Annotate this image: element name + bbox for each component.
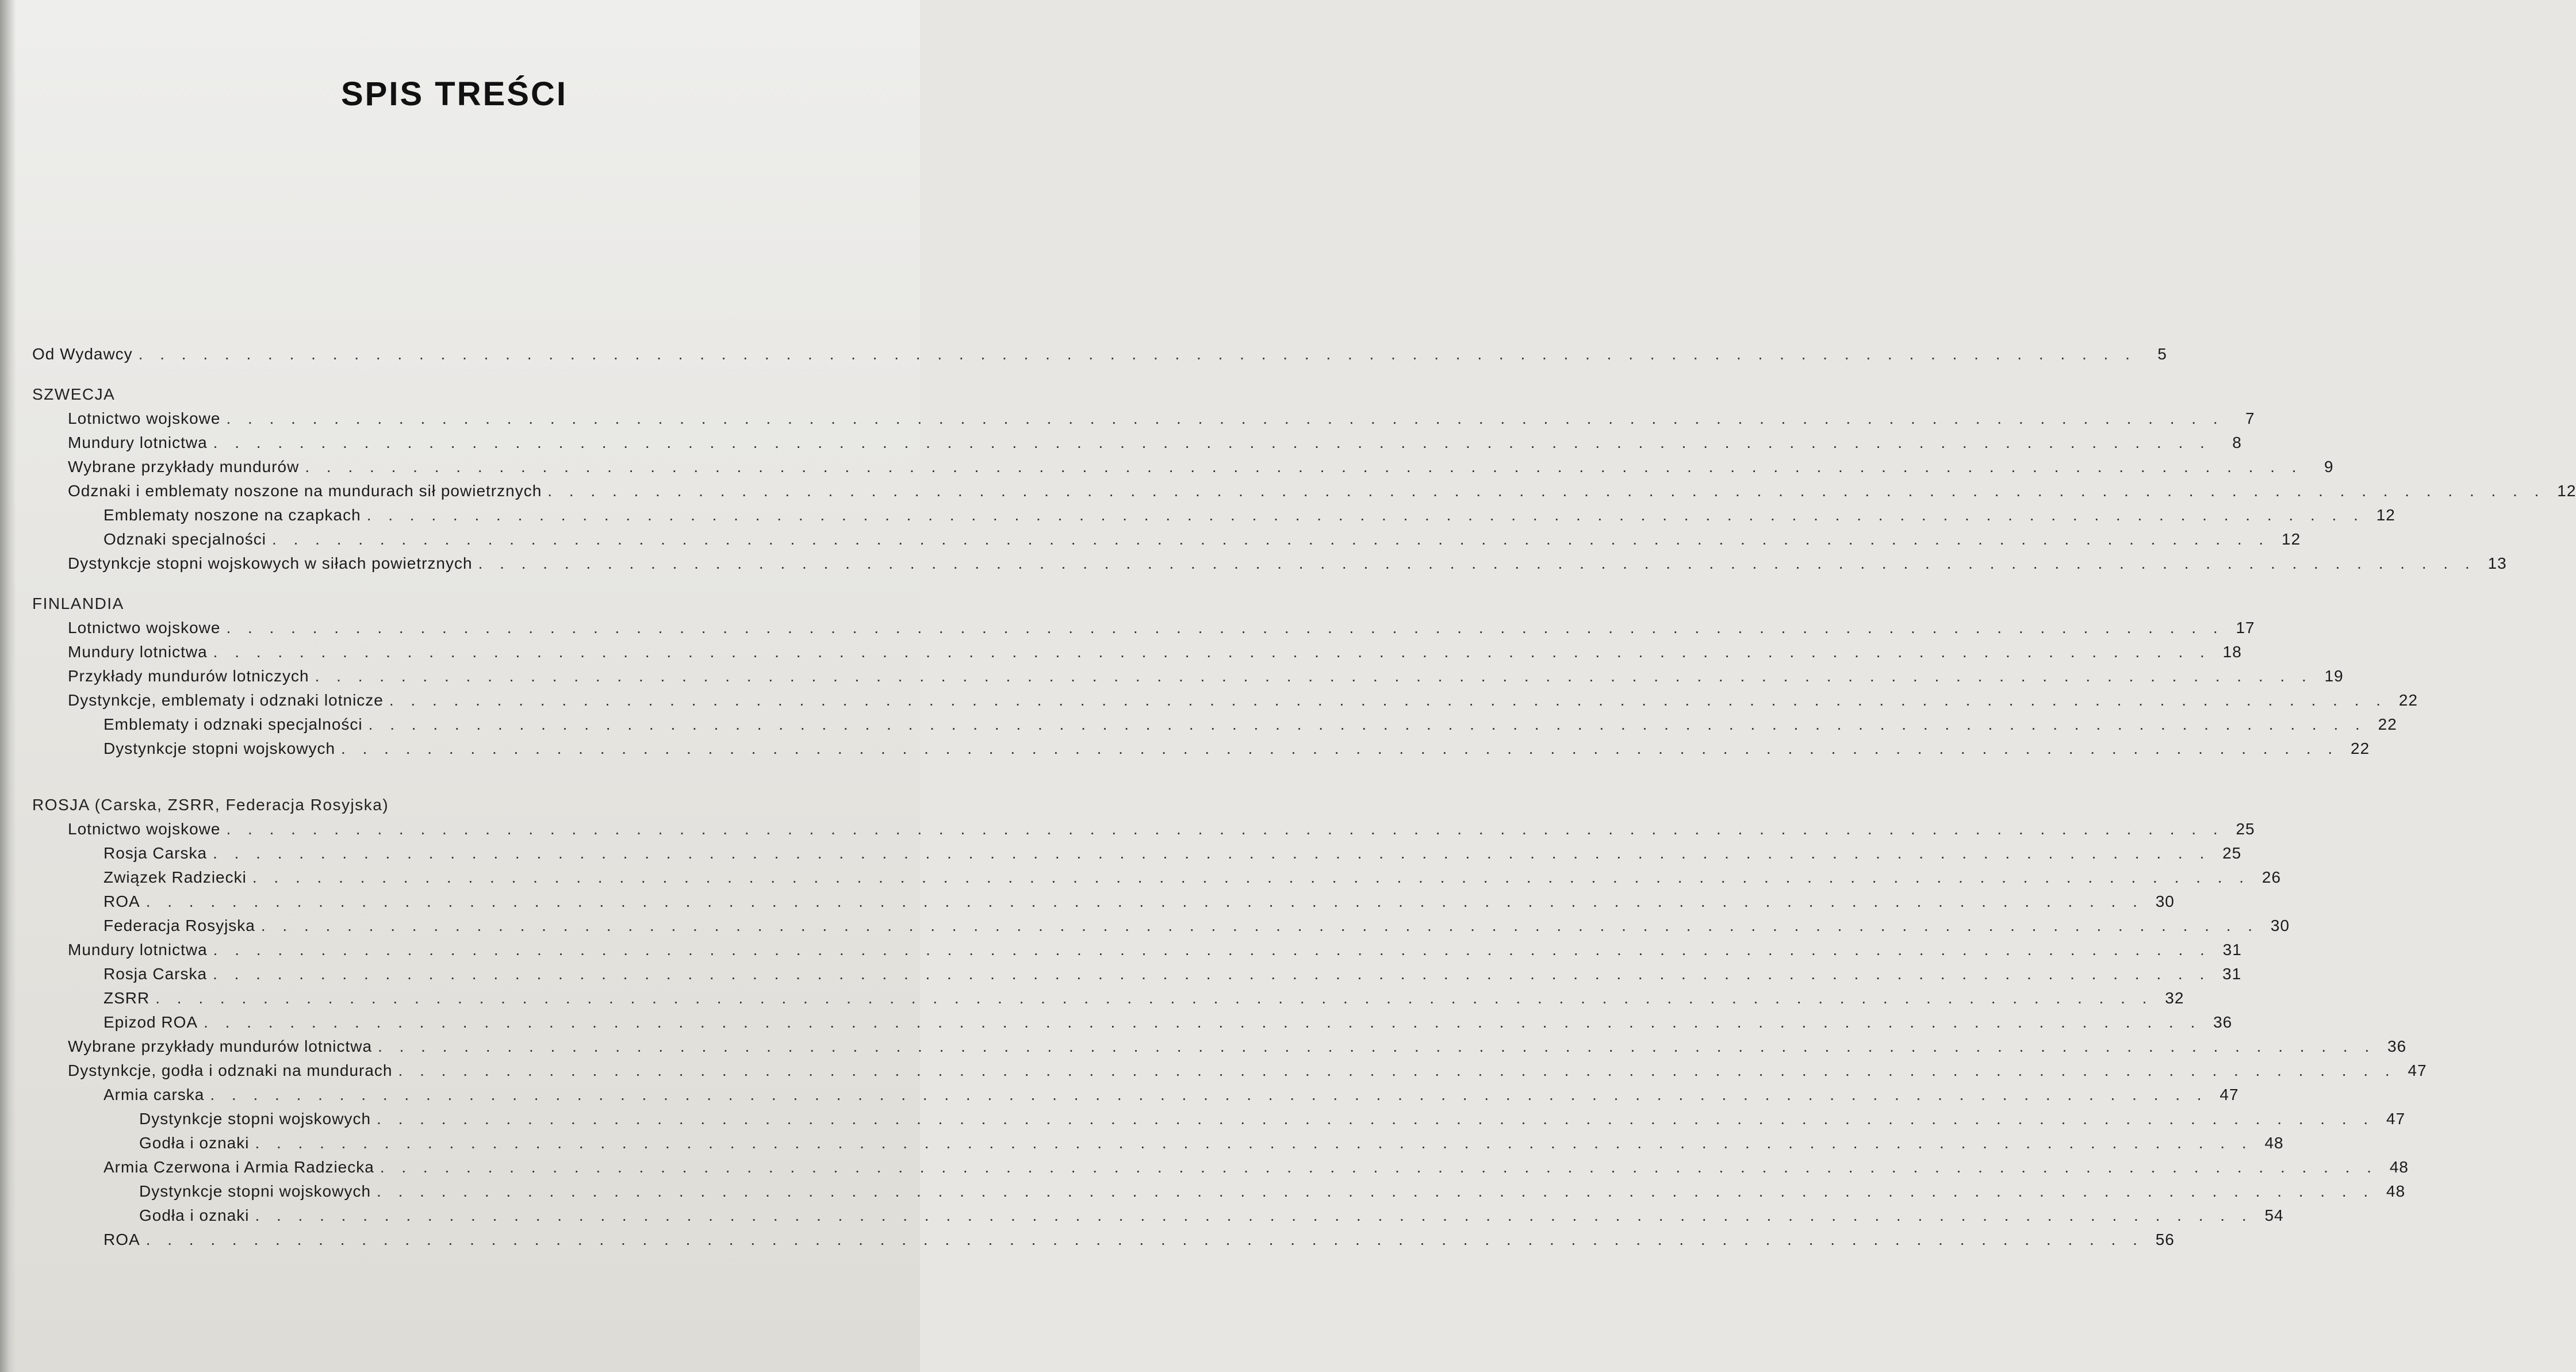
toc-entry-label: Dystynkcje, godła i odznaki na mundurach [68,1061,393,1079]
leader-dots: . . . . . . . . . . . . . . . . . . . . . . . . . . . . . . . . . . . . . . . . . . . . . . . . . . . . . . . . . . . . . . . . . . . . . . . . . . . . . . . . . . . . . . . . . . . . . [226,619,2224,637]
toc-entry-page: 56 [2155,1231,2175,1248]
leader-dots: . . . . . . . . . . . . . . . . . . . . . . . . . . . . . . . . . . . . . . . . . . . . . . . . . . . . . . . . . . . . . . . . . . . . . . . . . . . . . . . . . . . . . . . . . . . . . [547,482,2546,500]
toc-entry-label: Dystynkcje stopni wojskowych w siłach powietrznych [68,554,473,572]
toc-entry-label: Armia carska [103,1086,205,1103]
toc-entry-label: Związek Radziecki [103,868,247,886]
toc-entry-page: 17 [2236,619,2255,637]
toc-entry-label: Mundury lotnictwa [68,643,208,661]
toc-entry-page: 47 [2408,1061,2427,1079]
toc-entry-label: Lotnictwo wojskowe [68,409,221,427]
toc-entry-label: Federacja Rosyjska [103,917,255,934]
toc-entry [32,739,2370,764]
toc-entry-page: 25 [2236,820,2255,838]
leader-dots: . . . . . . . . . . . . . . . . . . . . . . . . . . . . . . . . . . . . . . . . . . . . . . . . . . . . . . . . . . . . . . . . . . . . . . . . . . . . . . . . . . . . . . . . . . . . . [213,643,2211,661]
toc-entry-label: Godła i oznaki [139,1134,250,1152]
toc-entry-page: 22 [2351,739,2370,757]
toc-entry [32,868,2282,892]
toc-entry-page: 12 [2557,482,2576,500]
leader-dots: . . . . . . . . . . . . . . . . . . . . . . . . . . . . . . . . . . . . . . . . . . . . . . . . . . . . . . . . . . . . . . . . . . . . . . . . . . . . . . . . . . . . . . . . . . . . . [478,554,2476,572]
toc-entry-label: Od Wydawcy [32,345,133,363]
toc-entry-label: Mundury lotnictwa [68,941,208,959]
leader-dots: . . . . . . . . . . . . . . . . . . . . . . . . . . . . . . . . . . . . . . . . . . . . . . . . . . . . . . . . . . . . . . . . . . . . . . . . . . . . . . . . . . . . . . . . . . . . . [260,917,2259,934]
toc-entry-page: 7 [2245,409,2255,427]
toc-entry [32,1206,2284,1231]
toc-entry-page: 19 [2324,667,2344,685]
section-heading-sweden: SZWECJA [32,385,116,403]
leader-dots: . . . . . . . . . . . . . . . . . . . . . . . . . . . . . . . . . . . . . . . . . . . . . . . . . . . . . . . . . . . . . . . . . . . . . . . . . . . . . . . . . . . . . . . . . . . . . [255,1134,2253,1152]
toc-entry-label: Dystynkcje stopni wojskowych [139,1182,371,1200]
toc-entry-page: 54 [2264,1206,2284,1224]
toc-entry [32,1013,2233,1037]
leader-dots: . . . . . . . . . . . . . . . . . . . . . . . . . . . . . . . . . . . . . . . . . . . . . . . . . . . . . . . . . . . . . . . . . . . . . . . . . . . . . . . . . . . . . . . . . . . . . [210,1086,2208,1103]
leader-dots: . . . . . . . . . . . . . . . . . . . . . . . . . . . . . . . . . . . . . . . . . . . . . . . . . . . . . . . . . . . . . . . . . . . . . . . . . . . . . . . . . . . . . . . . . . . . . [145,892,2144,910]
leader-dots: . . . . . . . . . . . . . . . . . . . . . . . . . . . . . . . . . . . . . . . . . . . . . . . . . . . . . . . . . . . . . . . . . . . . . . . . . . . . . . . . . . . . . . . . . . . . . [213,965,2211,983]
toc-entry-label: Epizod ROA [103,1013,198,1031]
toc-entry-page: 47 [2386,1110,2406,1128]
toc-entry [32,715,2397,739]
toc-entry-page: 25 [2222,844,2242,862]
toc-entry [32,530,2301,554]
toc-entry [32,458,2334,482]
toc-entry-label: Odznaki i emblematy noszone na mundurach sił powietrznych [68,482,542,500]
toc-entry-page: 22 [2398,691,2418,709]
toc-entry [32,643,2242,667]
toc-entry-page: 30 [2155,892,2175,910]
toc-entry [32,1231,2175,1255]
toc-entry-label: Rosja Carska [103,844,208,862]
toc-entry-label: Dystynkcje stopni wojskowych [139,1110,371,1128]
leader-dots: . . . . . . . . . . . . . . . . . . . . . . . . . . . . . . . . . . . . . . . . . . . . . . . . . . . . . . . . . . . . . . . . . . . . . . . . . . . . . . . . . . . . . . . . . . . . . [226,409,2224,427]
toc-entry-page: 18 [2222,643,2242,661]
toc-entry [32,554,2507,578]
leader-dots: . . . . . . . . . . . . . . . . . . . . . . . . . . . . . . . . . . . . . . . . . . . . . . . . . . . . . . . . . . . . . . . . . . . . . . . . . . . . . . . . . . . . . . . . . . . . . [315,667,2313,685]
toc-entry-page: 48 [2389,1158,2409,1176]
leader-dots: . . . . . . . . . . . . . . . . . . . . . . . . . . . . . . . . . . . . . . . . . . . . . . . . . . . . . . . . . . . . . . . . . . . . . . . . . . . . . . . . . . . . . . . . . . . . . [341,739,2339,757]
leader-dots: . . . . . . . . . . . . . . . . . . . . . . . . . . . . . . . . . . . . . . . . . . . . . . . . . . . . . . . . . . . . . . . . . . . . . . . . . . . . . . . . . . . . . . . . . . . . . [204,1013,2202,1031]
toc-entry-label: Rosja Carska [103,965,208,983]
toc-entry [32,941,2242,965]
toc-entry-page: 36 [2213,1013,2233,1031]
toc-entry-label: Godła i oznaki [139,1206,250,1224]
toc-entry-label: Emblematy i odznaki specjalności [103,715,363,733]
leader-dots: . . . . . . . . . . . . . . . . . . . . . . . . . . . . . . . . . . . . . . . . . . . . . . . . . . . . . . . . . . . . . . . . . . . . . . . . . . . . . . . . . . . . . . . . . . . . . [213,844,2211,862]
toc-entry [32,820,2255,844]
leader-dots: . . . . . . . . . . . . . . . . . . . . . . . . . . . . . . . . . . . . . . . . . . . . . . . . . . . . . . . . . . . . . . . . . . . . . . . . . . . . . . . . . . . . . . . . . . . . . [145,1231,2144,1248]
page-title: SPIS TREŚCI [341,75,568,113]
leader-dots: . . . . . . . . . . . . . . . . . . . . . . . . . . . . . . . . . . . . . . . . . . . . . . . . . . . . . . . . . . . . . . . . . . . . . . . . . . . . . . . . . . . . . . . . . . . . . [155,989,2153,1007]
toc-entry-page: 31 [2222,965,2242,983]
toc-entry [32,989,2184,1013]
toc-entry [32,1182,2406,1206]
toc-entry-label: Emblematy noszone na czapkach [103,506,361,524]
toc-entry-page: 48 [2264,1134,2284,1152]
toc-entry [32,482,2576,506]
toc-entry-label: Dystynkcje, emblematy i odznaki lotnicze [68,691,384,709]
toc-entry [32,1110,2406,1134]
leader-dots: . . . . . . . . . . . . . . . . . . . . . . . . . . . . . . . . . . . . . . . . . . . . . . . . . . . . . . . . . . . . . . . . . . . . . . . . . . . . . . . . . . . . . . . . . . . . . [389,691,2387,709]
toc-entry-page: 5 [2157,345,2167,363]
leader-dots: . . . . . . . . . . . . . . . . . . . . . . . . . . . . . . . . . . . . . . . . . . . . . . . . . . . . . . . . . . . . . . . . . . . . . . . . . . . . . . . . . . . . . . . . . . . . . [398,1061,2396,1079]
toc-entry [32,409,2255,434]
leader-dots: . . . . . . . . . . . . . . . . . . . . . . . . . . . . . . . . . . . . . . . . . . . . . . . . . . . . . . . . . . . . . . . . . . . . . . . . . . . . . . . . . . . . . . . . . . . . . [378,1037,2376,1055]
toc-entry [32,691,2418,715]
toc-entry-page: 9 [2324,458,2334,476]
toc-entry-label: Lotnictwo wojskowe [68,619,221,637]
leader-dots: . . . . . . . . . . . . . . . . . . . . . . . . . . . . . . . . . . . . . . . . . . . . . . . . . . . . . . . . . . . . . . . . . . . . . . . . . . . . . . . . . . . . . . . . . . . . . [366,506,2364,524]
leader-dots: . . . . . . . . . . . . . . . . . . . . . . . . . . . . . . . . . . . . . . . . . . . . . . . . . . . . . . . . . . . . . . . . . . . . . . . . . . . . . . . . . . . . . . . . . . . . . [377,1110,2375,1128]
toc-entry-label: Mundury lotnictwa [68,434,208,451]
toc-entry [32,506,2395,530]
toc-entry-page: 12 [2282,530,2301,548]
toc-entry-page: 13 [2487,554,2507,572]
leader-dots: . . . . . . . . . . . . . . . . . . . . . . . . . . . . . . . . . . . . . . . . . . . . . . . . . . . . . . . . . . . . . . . . . . . . . . . . . . . . . . . . . . . . . . . . . . . . . [368,715,2366,733]
toc-entry [32,917,2290,941]
toc-entry [32,1158,2409,1182]
toc-entry [32,844,2242,868]
toc-entry-label: ROA [103,1231,140,1248]
leader-dots: . . . . . . . . . . . . . . . . . . . . . . . . . . . . . . . . . . . . . . . . . . . . . . . . . . . . . . . . . . . . . . . . . . . . . . . . . . . . . . . . . . . . . . . . . . . . . [255,1206,2253,1224]
leader-dots: . . . . . . . . . . . . . . . . . . . . . . . . . . . . . . . . . . . . . . . . . . . . . . . . . . . . . . . . . . . . . . . . . . . . . . . . . . . . . . . . . . . . . . . . . . . . . [226,820,2224,838]
toc-entry-label: Wybrane przykłady mundurów [68,458,300,476]
toc-entry-label: Armia Czerwona i Armia Radziecka [103,1158,374,1176]
toc-entry-page: 22 [2378,715,2397,733]
toc-entry-label: Lotnictwo wojskowe [68,820,221,838]
leader-dots: . . . . . . . . . . . . . . . . . . . . . . . . . . . . . . . . . . . . . . . . . . . . . . . . . . . . . . . . . . . . . . . . . . . . . . . . . . . . . . . . . . . . . . . . . . . . . [213,434,2211,451]
toc-entry-label: ROA [103,892,140,910]
toc-entry-page: 31 [2222,941,2242,959]
toc-entry [32,1134,2284,1158]
toc-entry-preface [32,345,2167,369]
leader-dots: . . . . . . . . . . . . . . . . . . . . . . . . . . . . . . . . . . . . . . . . . . . . . . . . . . . . . . . . . . . . . . . . . . . . . . . . . . . . . . . . . . . . . . . . . . . . . [272,530,2270,548]
section-heading-russia: ROSJA (Carska, ZSRR, Federacja Rosyjska) [32,796,389,814]
leader-dots: . . . . . . . . . . . . . . . . . . . . . . . . . . . . . . . . . . . . . . . . . . . . . . . . . . . . . . . . . . . . . . . . . . . . . . . . . . . . . . . . . . . . . . . . . . . . . [252,868,2251,886]
toc-entry-label: Wybrane przykłady mundurów lotnictwa [68,1037,373,1055]
leader-dots: . . . . . . . . . . . . . . . . . . . . . . . . . . . . . . . . . . . . . . . . . . . . . . . . . . . . . . . . . . . . . . . . . . . . . . . . . . . . . . . . . . . . . . . . . . . . . [138,345,2136,363]
toc-entry [32,1037,2407,1061]
toc-entry [32,619,2255,643]
toc-entry-page: 36 [2387,1037,2407,1055]
table-of-contents [32,345,2576,1255]
toc-entry-page: 30 [2270,917,2290,934]
toc-entry-page: 12 [2376,506,2395,524]
leader-dots: . . . . . . . . . . . . . . . . . . . . . . . . . . . . . . . . . . . . . . . . . . . . . . . . . . . . . . . . . . . . . . . . . . . . . . . . . . . . . . . . . . . . . . . . . . . . . [379,1158,2378,1176]
toc-entry [32,892,2175,917]
section-heading-finland: FINLANDIA [32,595,124,612]
toc-entry-page: 47 [2220,1086,2239,1103]
toc-entry-page: 32 [2165,989,2184,1007]
leader-dots: . . . . . . . . . . . . . . . . . . . . . . . . . . . . . . . . . . . . . . . . . . . . . . . . . . . . . . . . . . . . . . . . . . . . . . . . . . . . . . . . . . . . . . . . . . . . . [213,941,2211,959]
toc-entry-label: Dystynkcje stopni wojskowych [103,739,336,757]
toc-entry [32,667,2344,691]
page-edge-shadow [0,0,16,1372]
toc-entry-page: 48 [2386,1182,2406,1200]
toc-entry [32,1086,2239,1110]
toc-entry-page: 8 [2232,434,2242,451]
leader-dots: . . . . . . . . . . . . . . . . . . . . . . . . . . . . . . . . . . . . . . . . . . . . . . . . . . . . . . . . . . . . . . . . . . . . . . . . . . . . . . . . . . . . . . . . . . . . . [377,1182,2375,1200]
toc-entry-label: ZSRR [103,989,150,1007]
toc-entry [32,434,2242,458]
leader-dots: . . . . . . . . . . . . . . . . . . . . . . . . . . . . . . . . . . . . . . . . . . . . . . . . . . . . . . . . . . . . . . . . . . . . . . . . . . . . . . . . . . . . . . . . . . . . . [305,458,2303,476]
toc-entry-label: Odznaki specjalności [103,530,267,548]
toc-entry-page: 26 [2261,868,2282,886]
toc-entry [32,965,2242,989]
toc-entry [32,1061,2427,1086]
toc-entry-label: Przykłady mundurów lotniczych [68,667,309,685]
